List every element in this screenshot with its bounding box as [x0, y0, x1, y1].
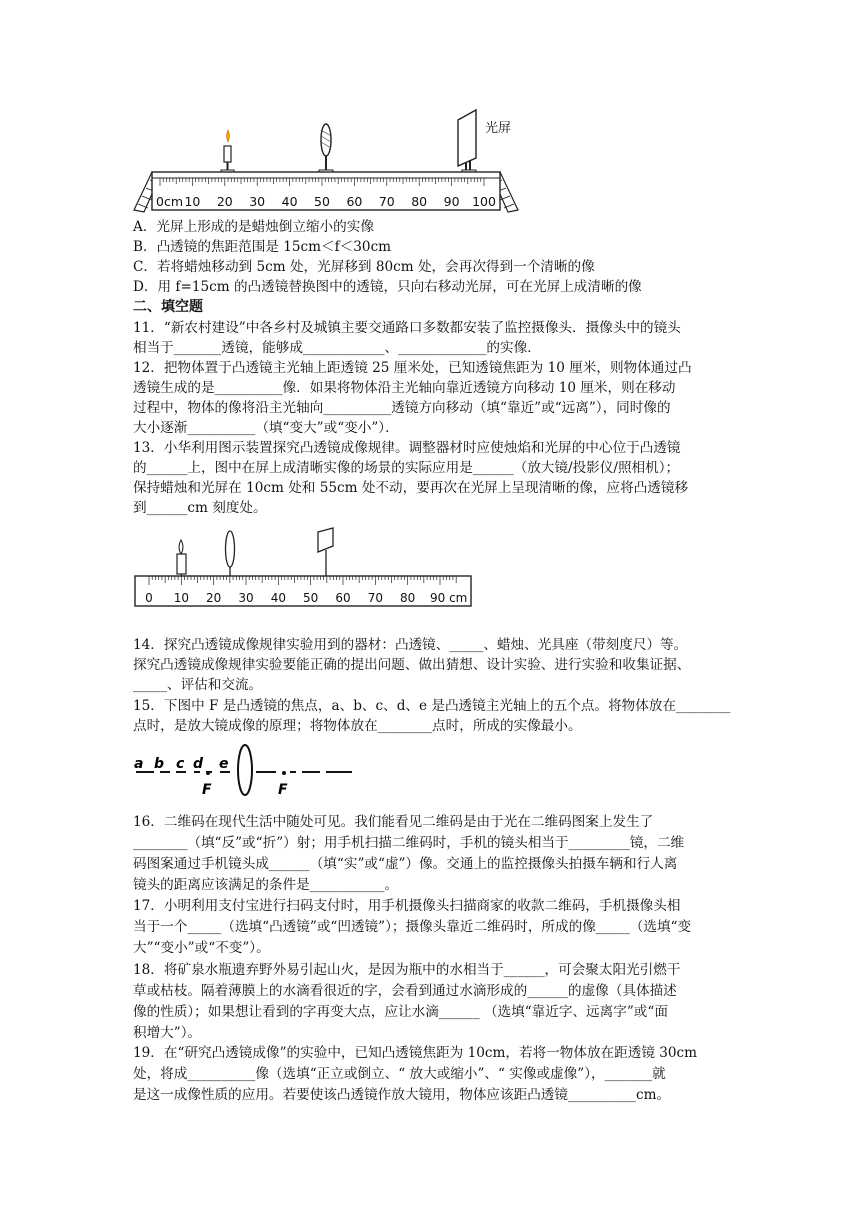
ruler-tick-label: 40 — [281, 194, 298, 209]
point-label-b: b — [154, 756, 165, 772]
q16-line-3: 码图案通过手机镜头成______（填“实”或“虚”）像。交通上的监控摄像头拍摄车辆和行人离 — [133, 856, 678, 872]
point-label-a: a — [134, 756, 144, 772]
q10-option-b: B．凸透镜的焦距范围是 15cm＜f＜30cm — [133, 239, 392, 255]
ruler-tick-label: 50 — [314, 194, 330, 209]
q17-line-3: 大”“变小”或“不变”）。 — [133, 940, 270, 956]
ruler-tick-label: 100 — [472, 194, 496, 209]
q19-line-1: 19．在“研究凸透镜成像”的实验中，已知凸透镜焦距为 10cm，若将一物体放在距透镜 30cm — [133, 1045, 698, 1061]
ruler-tick-label: 80 — [411, 194, 428, 209]
q15-line-1: 15．下图中 F 是凸透镜的焦点，a、b、c、d、e 是凸透镜主光轴上的五个点。将物体放在________ — [133, 698, 731, 714]
ruler-tick-label: 10 — [184, 194, 201, 209]
q14-line-2: 探究凸透镜成像规律实验要能正确的提出问题、做出猜想、设计实验、进行实验和收集证据、 — [133, 657, 691, 673]
q12-line-3: 过程中，物体的像将沿主光轴向__________透镜方向移动（填“靠近”或“远离”），同时像的 — [133, 400, 671, 416]
optical-bench-figure-1 — [130, 108, 530, 214]
ruler-tick-label: 60 — [335, 591, 351, 605]
ruler-tick-label: 90 cm — [430, 591, 468, 605]
point-label-e: e — [219, 756, 229, 772]
ruler-tick-label: 80 — [400, 591, 416, 605]
q13-line-3: 保持蜡烛和光屏在 10cm 处和 55cm 处不动，要再次在光屏上呈现清晰的像，应将凸透镜移 — [133, 480, 689, 496]
q15-line-2: 点时，是放大镜成像的原理；将物体放在________点时，所成的实像最小。 — [133, 718, 582, 734]
q13-line-1: 13．小华利用图示装置探究凸透镜成像规律。调整器材时应使烛焰和光屏的中心位于凸透镜 — [133, 440, 681, 456]
focus-label-left: F — [202, 782, 212, 798]
ruler-tick-label: 50 — [303, 591, 319, 605]
q16-line-1: 16．二维码在现代生活中随处可见。我们能看见二维码是由于光在二维码图案上发生了 — [133, 814, 654, 830]
q14-line-1: 14．探究凸透镜成像规律实验用到的器材：凸透镜、_____、蜡烛、光具座（带刻度尺）等。 — [133, 637, 688, 653]
ruler-tick-label: 60 — [346, 194, 363, 209]
point-label-c: c — [176, 756, 185, 772]
q18-line-4: 积增大”）。 — [133, 1025, 202, 1041]
q12-line-1: 12．把物体置于凸透镜主光轴上距透镜 25 厘米处，已知透镜焦距为 10 厘米，则物体通过凸 — [133, 360, 692, 376]
ruler-tick-label: 30 — [249, 194, 266, 209]
q17-line-1: 17．小明利用支付宝进行扫码支付时，用手机摄像头扫描商家的收款二维码，手机摄像头相 — [133, 898, 681, 914]
focus-label-right: F — [278, 782, 288, 798]
q18-line-3: 像的性质）；如果想让看到的字再变大点，应让水滴______ （选填“靠近字、远离字”或“面 — [133, 1004, 668, 1020]
q18-line-2: 草或枯枝。隔着薄膜上的水滴看很近的字，会看到通过水滴形成的______的虚像（具体描述 — [133, 983, 677, 999]
q19-line-2: 处，将成__________像（选填“正立或倒立、“ 放大或缩小”、“ 实像或虚像”），_______就 — [133, 1066, 666, 1082]
ruler-tick-label: 90 — [443, 194, 460, 209]
point-label-d: d — [193, 756, 204, 772]
q11-line-2: 相当于_______透镜，能够成____________、_____________的实像． — [133, 340, 541, 356]
ruler-tick-label: 20 — [216, 194, 233, 209]
q19-line-3: 是这一成像性质的应用。若要使该凸透镜作放大镜用，物体应该距凸透镜__________cm。 — [133, 1087, 671, 1103]
q10-option-a: A．光屏上形成的是蜡烛倒立缩小的实像 — [133, 219, 374, 235]
ruler-tick-label: 70 — [367, 591, 383, 605]
ruler-tick-label: 0 — [145, 591, 153, 605]
q18-line-1: 18．将矿泉水瓶遗弃野外易引起山火，是因为瓶中的水相当于______，可会聚太阳光引燃干 — [133, 962, 681, 978]
ruler-tick-label: 30 — [238, 591, 254, 605]
q10-option-d: D．用 f=15cm 的凸透镜替换图中的透镜，只向右移动光屏，可在光屏上成清晰的像 — [133, 279, 642, 295]
q13-line-2: 的______上，图中在屏上成清晰实像的场景的实际应用是______（放大镜/投影仪/照相机）； — [133, 460, 680, 476]
q10-option-c: C．若将蜡烛移动到 5cm 处，光屏移到 80cm 处，会再次得到一个清晰的像 — [133, 259, 595, 275]
section-title-fill-in: 二、填空题 — [133, 299, 203, 315]
q12-line-2: 透镜生成的是__________像．如果将物体沿主光轴向靠近透镜方向移动 10 厘米，则在移动 — [133, 380, 676, 396]
ruler-tick-label: 40 — [270, 591, 286, 605]
optical-bench-figure-2 — [133, 522, 475, 612]
lens-axis-figure-3 — [130, 742, 360, 800]
ruler-tick-label: 0cm — [156, 194, 184, 209]
q16-line-4: 镜头的距离应该满足的条件是___________。 — [133, 877, 399, 893]
screen-label: 光屏 — [485, 121, 512, 136]
q17-line-2: 当于一个_____（选填“凸透镜”或“凹透镜”）；摄像头靠近二维码时，所成的像_____（选填“变 — [133, 919, 692, 935]
ruler-tick-label: 10 — [173, 591, 189, 605]
ruler-tick-label: 70 — [378, 194, 395, 209]
q12-line-4: 大小逐渐__________（填“变大”或“变小”）． — [133, 420, 399, 436]
ruler-tick-label: 20 — [206, 591, 222, 605]
q11-line-1: 11．“新农村建设”中各乡村及城镇主要交通路口多数都安装了监控摄像头．摄像头中的镜头 — [133, 320, 681, 336]
q16-line-2: ________（填“反”或“折”）射；用手机扫描二维码时，手机的镜头相当于_________镜，二维 — [133, 835, 685, 851]
q14-line-3: _____、评估和交流。 — [133, 677, 263, 693]
q13-line-4: 到______cm 刻度处。 — [133, 500, 267, 516]
